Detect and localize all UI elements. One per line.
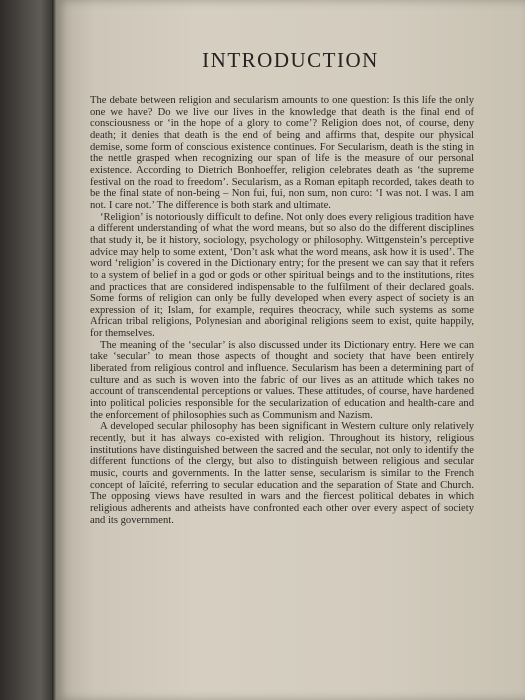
body-text (90, 95, 474, 526)
book-page (56, 0, 525, 700)
chapter-title: INTRODUCTION (202, 48, 379, 72)
paragraph-1: The debate between religion and secularism amounts to one question: Is this life the only one we have? Do we live our lives in the knowledge that death is the final end of consciousness or ‘in the hope of a glory to come’? Religion does not, of course, deny death; it denies that death is the end of being and affirms that, despite our physical demise, some form of conscious existence continues. For Secularism, death is the sting in the nettle grasped when recognizing our span of life is the measure of our personal existence. According to Dietrich Bonhoeffer, religion celebrates death as ‘the supreme festival on the road to freedom’. Secularism, as a Roman epitaph recorded, takes death to be the final state of non-being – Non fui, fui, non sum, non curo: ‘I was not. I was. I am not. I care not.’ The difference is both stark and ultimate. (90, 95, 474, 211)
paragraph-2: ‘Religion’ is notoriously difficult to define. Not only does every religious tradition have a different understanding of what the word means, but so also do the different disciplines that study it, be it history, sociology, psychology or philosophy. Wittgenstein’s perceptive advice may help to some extent, ‘Don’t ask what the word means, ask how it is used’. The word ‘religion’ is covered in the Dictionary entry; for the present we can say that it refers to a system of belief in a god or gods or other spiritual beings and to the institutions, rites and practices that are considered indispensable to the fulfilment of their declared goals. Some forms of religion can only be fully developed when every aspect of society is an expression of it; Islam, for example, requires theocracy, while such systems as some African tribal religions, Polynesian and aboriginal religions seem to exist, quite happily, for themselves. (90, 211, 474, 340)
paragraph-4: A developed secular philosophy has been significant in Western culture only relatively recently, but it has always co-existed with religion. Throughout its history, religious institutions have distinguished between the sacred and the secular, not only to identify the different functions of the clergy, but also to distinguish between religious and secular music, courts and governments. In the latter sense, secularism is similar to the French concept of laïcité, referring to secular education and the separation of State and Church. The opposing views have resulted in wars and the fiercest political debates in which religious adherents and atheists have confronted each other over every aspect of society and its government. (90, 421, 474, 526)
paragraph-3: The meaning of the ‘secular’ is also discussed under its Dictionary entry. Here we can take ‘secular’ to mean those aspects of thought and society that have been entirely liberated from religious control and influence. Secularism has been a determining part of culture and as such is woven into the fabric of our lives as an attitude which takes no account of transcendental perceptions or values. These attitudes, of course, have hardened into political policies responsible for the secularization of education and health-care and the enforcement of philosophies such as Communism and Nazism. (90, 339, 474, 421)
